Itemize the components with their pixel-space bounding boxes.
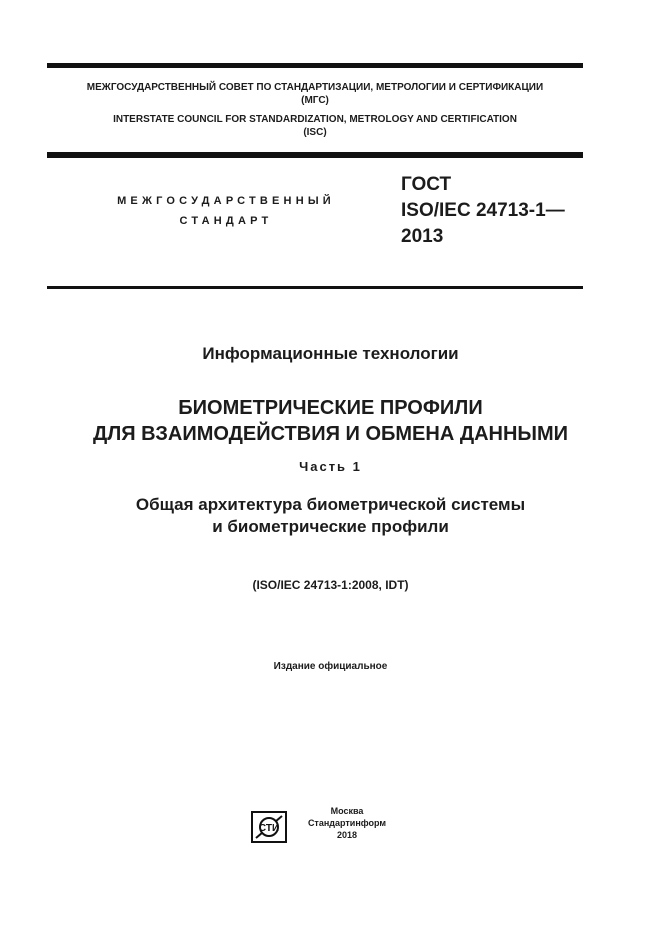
part-label: Часть 1 — [299, 459, 362, 474]
standard-designation — [401, 172, 565, 250]
designation-line3: 2013 — [401, 226, 444, 247]
council-en-line1: INTERSTATE COUNCIL FOR STANDARDIZATION, METROLOGY AND CERTIFICATION — [113, 114, 517, 125]
subtitle-line1: Общая архитектура биометрической системы — [135, 495, 526, 514]
publisher-logo-icon — [251, 811, 287, 843]
document-subtitle — [0, 494, 661, 538]
publisher-year: 2018 — [336, 830, 358, 840]
standard-kind-line1: МЕЖГОСУДАРСТВЕННЫЙ — [117, 195, 335, 207]
council-en-line2: (ISC) — [303, 127, 327, 138]
domain-heading: Информационные технологии — [202, 344, 459, 363]
middle-rule — [47, 152, 583, 158]
logo-text: СТИ — [258, 823, 280, 834]
top-rule — [47, 63, 583, 68]
council-name-en — [47, 113, 583, 139]
publisher-info — [297, 805, 397, 841]
edition-label: Издание официальное — [273, 661, 388, 672]
document-title — [0, 395, 661, 447]
designation-line1: ГОСТ — [401, 174, 452, 195]
council-ru-line1: МЕЖГОСУДАРСТВЕННЫЙ СОВЕТ ПО СТАНДАРТИЗАЦИИ, МЕТРОЛОГИИ И СЕРТИФИКАЦИИ — [86, 82, 544, 93]
standard-kind — [95, 191, 357, 231]
council-name-ru — [47, 81, 583, 107]
publisher-city: Москва — [330, 806, 364, 816]
subtitle-line2: и биометрические профили — [212, 517, 449, 536]
council-ru-line2: (МГС) — [301, 95, 329, 106]
international-reference: (ISO/IEC 24713-1:2008, IDT) — [252, 578, 409, 592]
lower-rule — [47, 286, 583, 289]
standard-kind-line2: СТАНДАРТ — [179, 215, 273, 227]
title-line2: ДЛЯ ВЗАИМОДЕЙСТВИЯ И ОБМЕНА ДАННЫМИ — [92, 423, 569, 445]
designation-line2: ISO/IEC 24713-1— — [401, 200, 565, 221]
publisher-name: Стандартинформ — [307, 818, 387, 828]
title-line1: БИОМЕТРИЧЕСКИЕ ПРОФИЛИ — [178, 397, 483, 419]
